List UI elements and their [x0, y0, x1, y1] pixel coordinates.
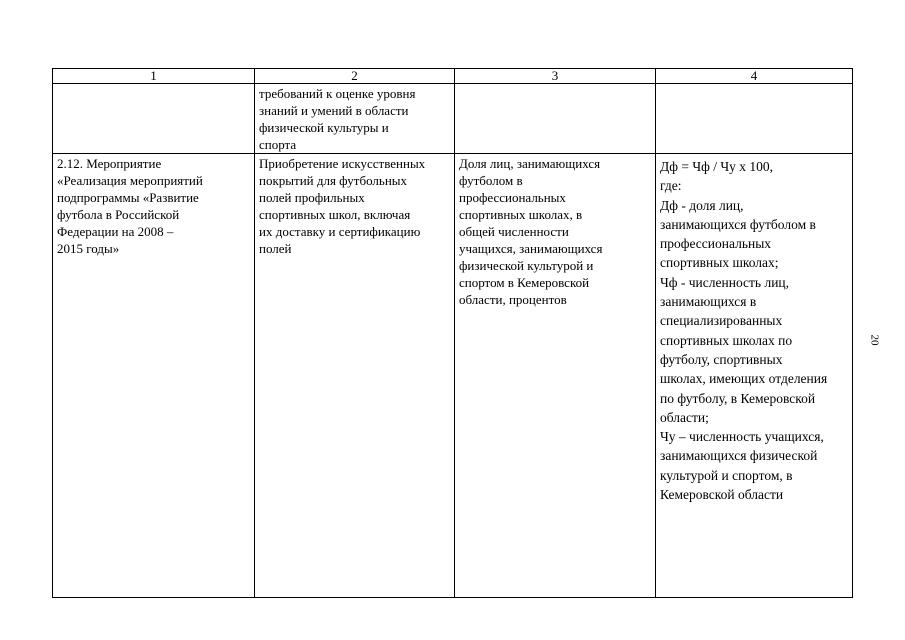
continuation-cell-1 [53, 84, 255, 154]
continuation-cell-2 [255, 84, 455, 154]
table-row-continuation [53, 84, 853, 154]
indicators-table [52, 68, 853, 598]
continuation-cell-3 [455, 84, 656, 154]
header-cell-1: 1 [53, 69, 255, 84]
activity-name-text: 2.12. Мероприятие «Реализация мероприятий подпрограммы «Развитие футбола в Российской Федерации на 2008 – 2015 годы» [57, 156, 203, 256]
cell-text: требований к оценке уровня знаний и умений в области физической культуры и спорта [259, 86, 416, 152]
indicator-name-text: Доля лиц, занимающихся футболом в профессиональных спортивных школах, в общей численности учащихся, занимающихся физической культурой и спортом в Кемеровской области, процентов [459, 156, 603, 307]
formula-text: Дф = Чф / Чу x 100, где: Дф - доля лиц, занимающихся футболом в профессиональных спортивных школах; Чф - численность лиц, занимающихся в специализированных спортивных школах по футболу, спортивных школах, имеющих отделения по футболу, в Кемеровской области; Чу – численность учащихся, занимающихся физической культурой и спортом, в Кемеровской области [660, 159, 828, 503]
activity-content-text: Приобретение искусственных покрытий для футбольных полей профильных спортивных школ, включая их доставку и сертификацию полей [259, 156, 426, 256]
header-cell-3: 3 [455, 69, 656, 84]
activity-name-cell [53, 154, 255, 598]
page-number: 20 [868, 334, 881, 346]
header-cell-4: 4 [656, 69, 853, 84]
activity-content-cell [255, 154, 455, 598]
header-cell-2: 2 [255, 69, 455, 84]
table-row-2-12 [53, 154, 853, 598]
indicator-name-cell [455, 154, 656, 598]
formula-cell [656, 154, 853, 598]
table-header-row [53, 69, 853, 84]
continuation-cell-4 [656, 84, 853, 154]
